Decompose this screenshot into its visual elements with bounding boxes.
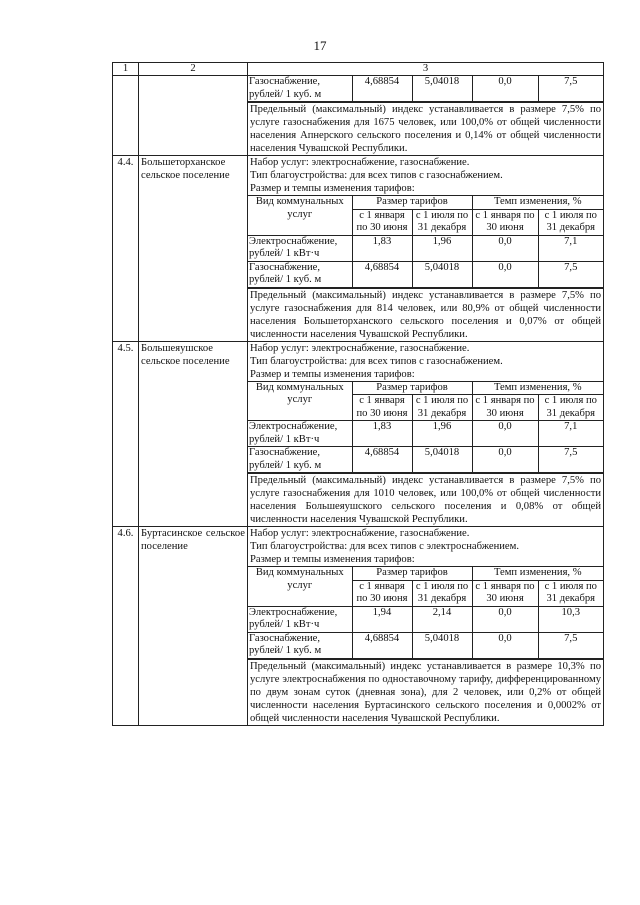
service-name: Электроснабжение, рублей/ 1 кВт·ч <box>248 606 352 632</box>
period-jul-dec-header: с 1 июля по 31 декабря <box>538 209 603 235</box>
header-col-3: 3 <box>248 63 604 76</box>
rate-jul-dec: 7,5 <box>538 261 603 287</box>
service-name: Газоснабжение, рублей/ 1 куб. м <box>248 632 352 658</box>
value-jan-jun: 1,83 <box>352 235 412 261</box>
services-line: Набор услуг: электроснабжение, газоснабжение. <box>250 157 470 168</box>
period-jul-dec-header: с 1 июля по 31 декабря <box>412 209 472 235</box>
period-jul-dec-header: с 1 июля по 31 декабря <box>412 580 472 606</box>
inner-header-row <box>248 381 603 395</box>
section-content <box>248 527 604 726</box>
continuation-row <box>113 76 604 156</box>
table-row <box>248 632 603 658</box>
tariff-inner-table <box>248 195 603 288</box>
rate-jan-jun: 0,0 <box>472 421 538 447</box>
value-jul-dec: 1,96 <box>412 421 472 447</box>
rate-jul-dec: 7,1 <box>538 421 603 447</box>
tariff-size-header: Размер тарифов <box>352 567 472 581</box>
rate-jan-jun: 0,0 <box>472 447 538 473</box>
section-note: Предельный (максимальный) индекс устанавливается в размере 10,3% по услуге электроснабжения по одноставочному тарифу, дифференцированному по двум зонам суток (дневная зона), для 2 человек, или 0,2% от общей численности населения Буртасинского сельского поселения и 0,0002% от общей численности населения Чувашской Республики. <box>250 660 601 724</box>
size-line: Размер и темпы изменения тарифов: <box>250 554 415 565</box>
section-content <box>248 341 604 527</box>
section-row <box>113 156 604 342</box>
continuation-inner-table <box>248 76 603 102</box>
table-row <box>248 76 603 102</box>
inner-header-row <box>248 196 603 210</box>
rate-jan-jun: 0,0 <box>472 261 538 287</box>
section-note: Предельный (максимальный) индекс устанавливается в размере 7,5% по услуге газоснабжения для 1675 человек, или 100,0% от общей численности населения Апнерского сельского поселения и 0,14% от общей численности населения Чувашской Республики. <box>250 104 601 154</box>
tariff-table <box>112 62 604 726</box>
period-jan-jun-header: с 1 января по 30 июня <box>472 580 538 606</box>
period-jul-dec-header: с 1 июля по 31 декабря <box>538 580 603 606</box>
period-jan-jun-header: с 1 января по 30 июня <box>352 580 412 606</box>
tariff-size-header: Размер тарифов <box>352 381 472 395</box>
service-name: Газоснабжение, рублей/ 1 куб. м <box>248 447 352 473</box>
table-row <box>248 261 603 287</box>
rate-jul-dec: 10,3 <box>538 606 603 632</box>
section-name: Буртасинское сельское поселение <box>139 527 248 726</box>
value-jul-dec: 1,96 <box>412 235 472 261</box>
header-row <box>113 63 604 76</box>
rate-jan-jun: 0,0 <box>472 632 538 658</box>
section-name: Большеторханское сельское поселение <box>139 156 248 342</box>
value-jan-jun: 4,68854 <box>352 261 412 287</box>
empty-number-cell <box>113 76 139 156</box>
tariff-rate-header: Темп изменения, % <box>472 567 603 581</box>
service-column-header: Вид коммунальных услуг <box>248 567 352 607</box>
continuation-content <box>248 76 604 156</box>
service-column-header: Вид коммунальных услуг <box>248 381 352 421</box>
section-name: Большеяушское сельское поселение <box>139 341 248 527</box>
service-column-header: Вид коммунальных услуг <box>248 196 352 236</box>
service-name: Газоснабжение, рублей/ 1 куб. м <box>248 76 352 102</box>
tariff-inner-table <box>248 381 603 474</box>
tariff-rate-header: Темп изменения, % <box>472 381 603 395</box>
period-jan-jun-header: с 1 января по 30 июня <box>472 395 538 421</box>
table-row <box>248 606 603 632</box>
table-row <box>248 235 603 261</box>
value-jan-jun: 1,83 <box>352 421 412 447</box>
table-row <box>248 447 603 473</box>
rate-jan-jun: 0,0 <box>472 76 538 102</box>
value-jul-dec: 5,04018 <box>412 76 472 102</box>
value-jul-dec: 5,04018 <box>412 261 472 287</box>
page-number: 17 <box>313 38 327 53</box>
value-jul-dec: 5,04018 <box>412 447 472 473</box>
section-number: 4.4. <box>113 156 139 342</box>
type-line: Тип благоустройства: для всех типов с газоснабжением. <box>250 355 503 367</box>
services-line: Набор услуг: электроснабжение, газоснабжение. <box>250 342 470 354</box>
section-content <box>248 156 604 342</box>
value-jan-jun: 4,68854 <box>352 632 412 658</box>
size-line: Размер и темпы изменения тарифов: <box>250 368 415 380</box>
sections-body <box>113 156 604 726</box>
value-jul-dec: 5,04018 <box>412 632 472 658</box>
rate-jan-jun: 0,0 <box>472 606 538 632</box>
period-jan-jun-header: с 1 января по 30 июня <box>472 209 538 235</box>
section-note: Предельный (максимальный) индекс устанавливается в размере 7,5% по услуге газоснабжения для 1010 человек, или 100,0% от общей численности населения Большеяушского сельского поселения и 0,08% от общей численности населения Чувашской Республики. <box>250 475 601 525</box>
type-line: Тип благоустройства: для всех типов с электроснабжением. <box>250 541 519 552</box>
header-col-2: 2 <box>139 63 248 76</box>
section-row <box>113 341 604 527</box>
value-jul-dec: 2,14 <box>412 606 472 632</box>
service-name: Газоснабжение, рублей/ 1 куб. м <box>248 261 352 287</box>
section-number: 4.6. <box>113 527 139 726</box>
service-name: Электроснабжение, рублей/ 1 кВт·ч <box>248 421 352 447</box>
rate-jul-dec: 7,5 <box>538 447 603 473</box>
rate-jul-dec: 7,5 <box>538 632 603 658</box>
service-name: Электроснабжение, рублей/ 1 кВт·ч <box>248 235 352 261</box>
rate-jul-dec: 7,5 <box>538 76 603 102</box>
empty-name-cell <box>139 76 248 156</box>
rate-jul-dec: 7,1 <box>538 235 603 261</box>
size-line: Размер и темпы изменения тарифов: <box>250 183 415 194</box>
header-col-1: 1 <box>113 63 139 76</box>
inner-header-row <box>248 567 603 581</box>
period-jan-jun-header: с 1 января по 30 июня <box>352 209 412 235</box>
tariff-size-header: Размер тарифов <box>352 196 472 210</box>
section-number: 4.5. <box>113 341 139 527</box>
services-line: Набор услуг: электроснабжение, газоснабжение. <box>250 528 470 539</box>
value-jan-jun: 1,94 <box>352 606 412 632</box>
period-jul-dec-header: с 1 июля по 31 декабря <box>412 395 472 421</box>
value-jan-jun: 4,68854 <box>352 76 412 102</box>
rate-jan-jun: 0,0 <box>472 235 538 261</box>
tariff-rate-header: Темп изменения, % <box>472 196 603 210</box>
type-line: Тип благоустройства: для всех типов с газоснабжением. <box>250 170 503 181</box>
value-jan-jun: 4,68854 <box>352 447 412 473</box>
period-jul-dec-header: с 1 июля по 31 декабря <box>538 395 603 421</box>
table-row <box>248 421 603 447</box>
tariff-inner-table <box>248 566 603 659</box>
period-jan-jun-header: с 1 января по 30 июня <box>352 395 412 421</box>
section-row <box>113 527 604 726</box>
section-note: Предельный (максимальный) индекс устанавливается в размере 7,5% по услуге газоснабжения для 814 человек, или 80,9% от общей численности населения Большеторханского сельского поселения и 0,07% от общей численности населения Чувашской Республики. <box>250 289 601 340</box>
